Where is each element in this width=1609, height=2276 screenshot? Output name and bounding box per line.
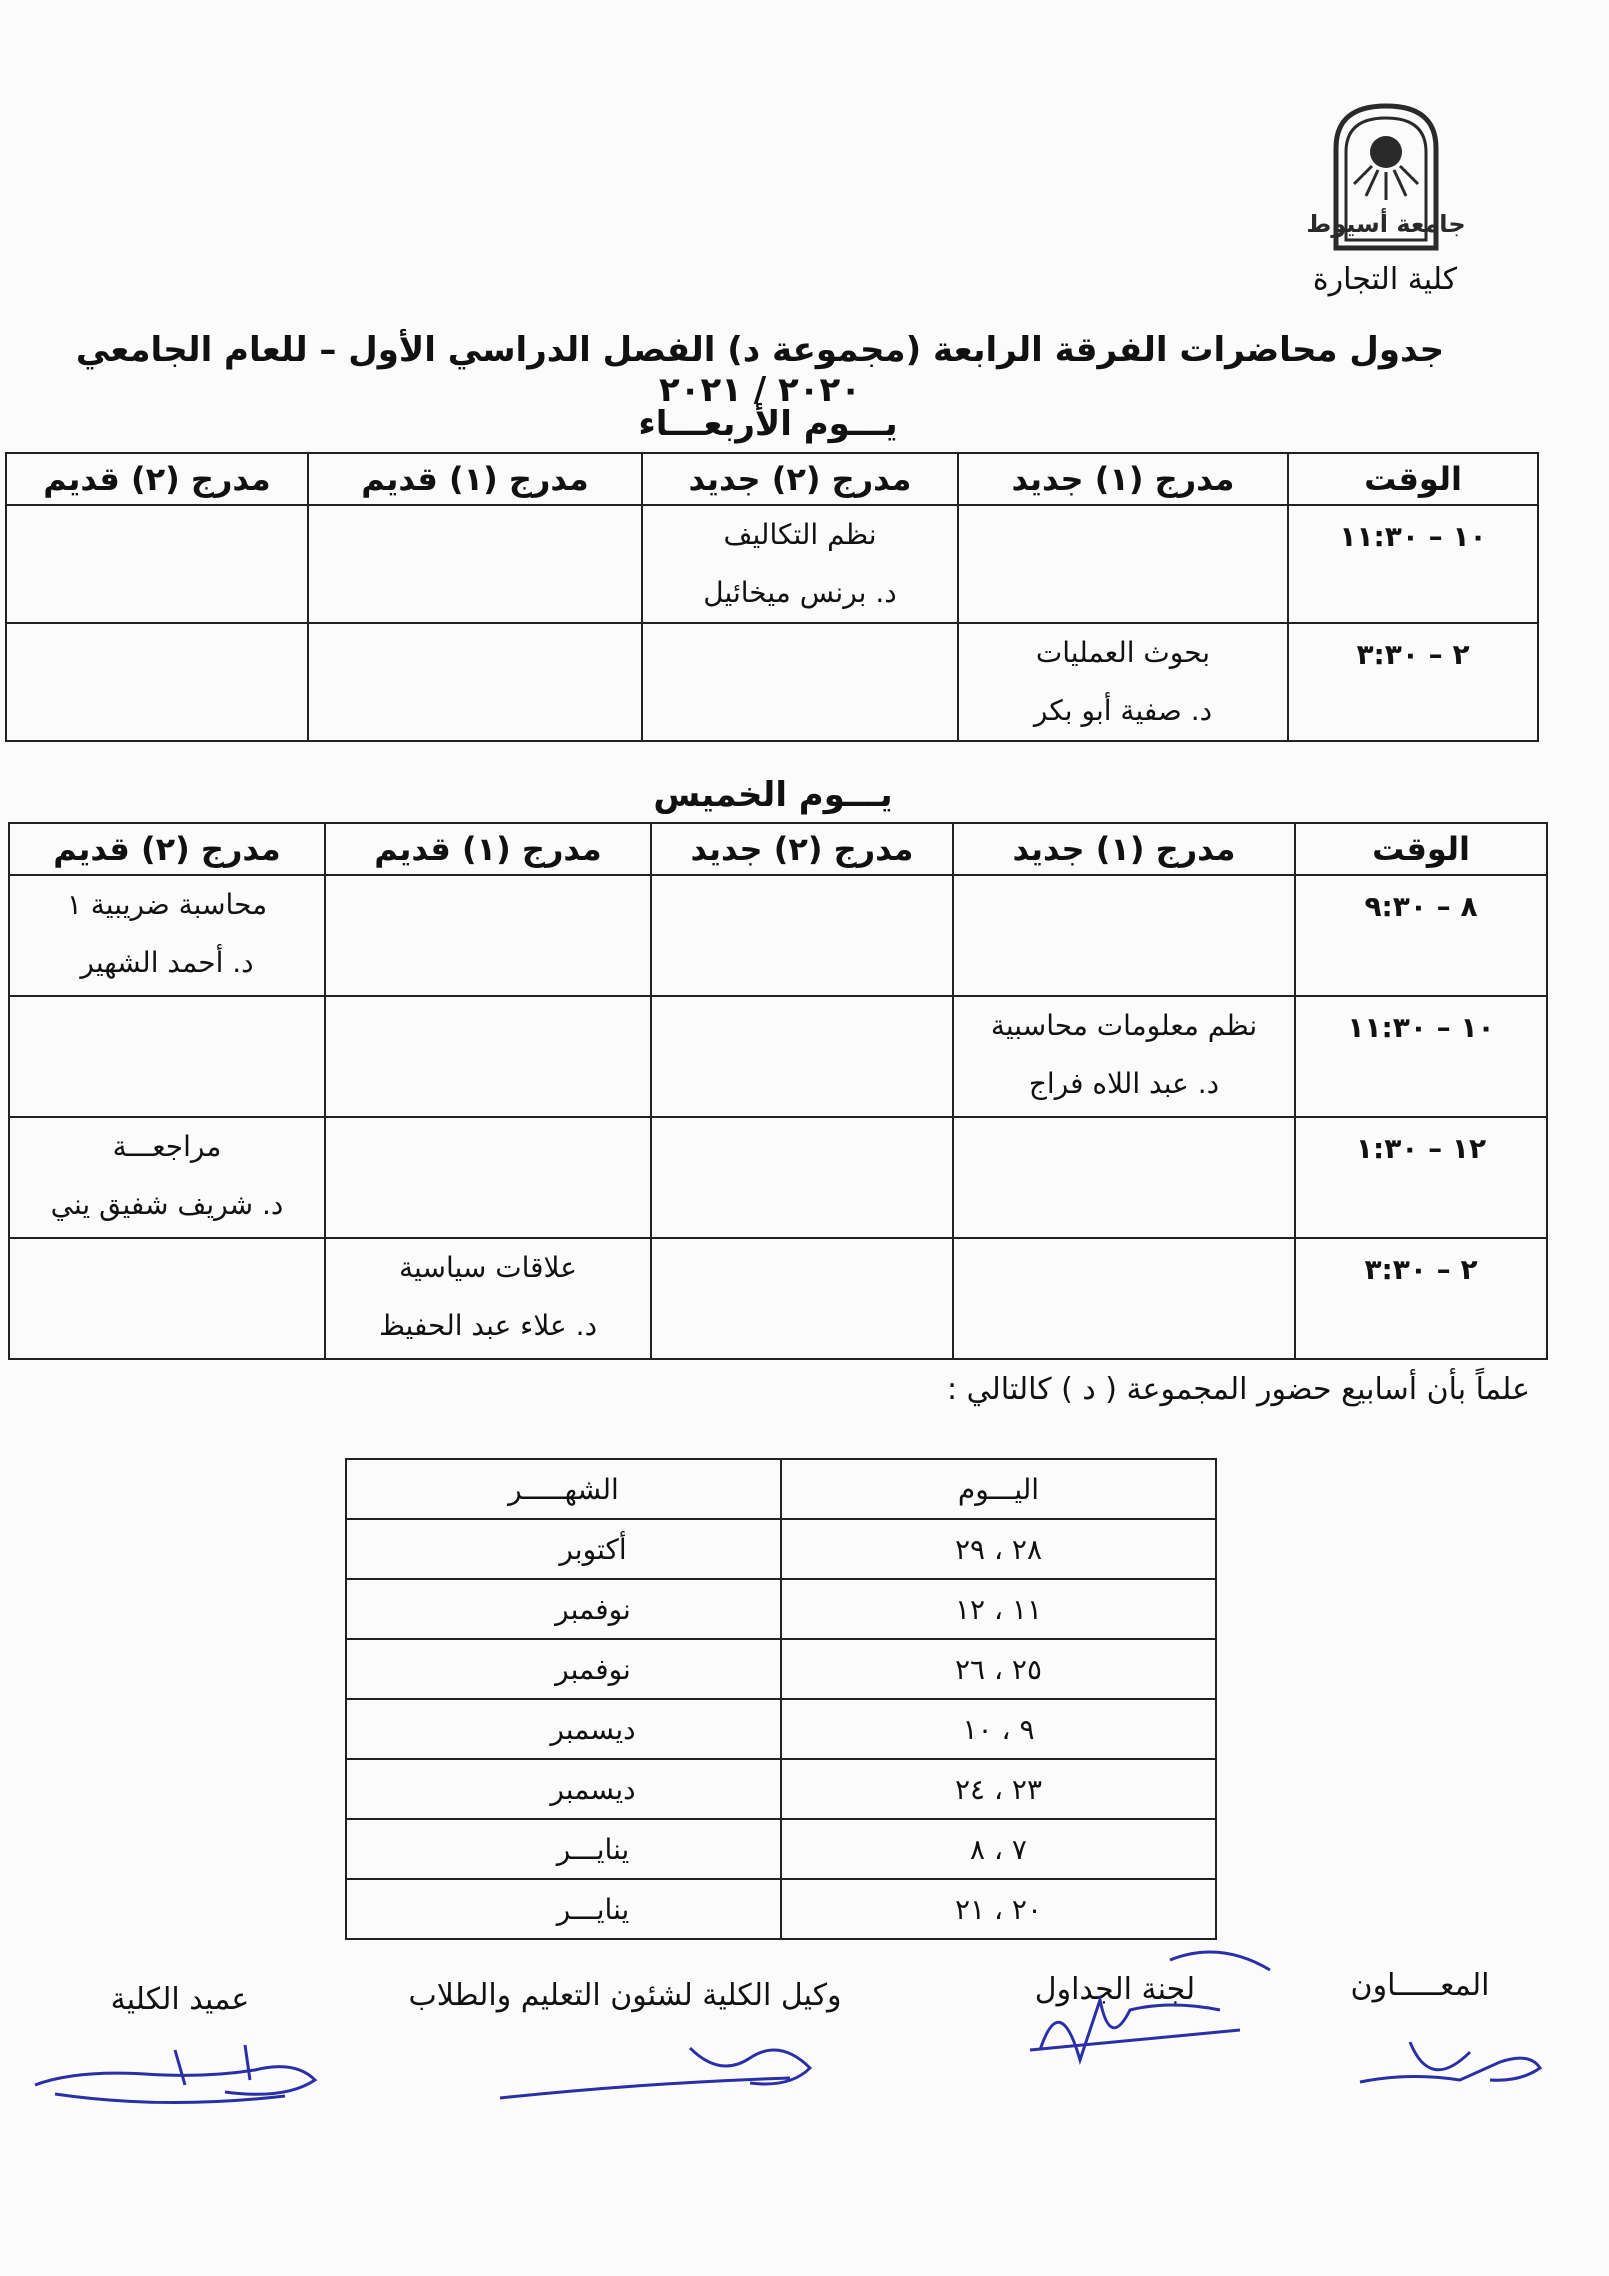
table-row	[346, 1519, 1216, 1579]
signature-dean	[25, 2030, 325, 2120]
schedule-cell	[953, 875, 1295, 996]
header-hall-2-new: مدرج (٢) جديد	[651, 823, 953, 875]
attendance-note: علماً بأن أسابيع حضور المجموعة ( د ) كالتالي :	[947, 1372, 1530, 1407]
signature-committee	[1020, 1930, 1280, 2090]
header-hall-1-new: مدرج (١) جديد	[953, 823, 1295, 875]
schedule-cell	[9, 996, 325, 1117]
course-name: نظم معلومات محاسبية	[990, 1009, 1258, 1042]
schedule-cell	[6, 623, 308, 741]
schedule-cell	[953, 1238, 1295, 1359]
thursday-schedule-table	[8, 822, 1548, 1360]
lecturer-name: د. صفية أبو بكر	[1033, 694, 1213, 727]
header-hall-2-new: مدرج (٢) جديد	[642, 453, 958, 505]
time-slot: ١٠ – ١١:٣٠	[1288, 505, 1538, 623]
lecturer-name: د. برنس ميخائيل	[703, 576, 897, 609]
schedule-cell	[642, 505, 958, 623]
course-name: بحوث العمليات	[1035, 636, 1211, 669]
schedule-cell	[6, 505, 308, 623]
time-slot: ٢ – ٣:٣٠	[1295, 1238, 1547, 1359]
signature-label-assistant: المعـــــاون	[1350, 1968, 1490, 2003]
time-slot: ٢ – ٣:٣٠	[1288, 623, 1538, 741]
attendance-weeks-table	[345, 1458, 1217, 1940]
week-month: ديسمبر	[346, 1759, 781, 1819]
schedule-cell	[953, 996, 1295, 1117]
header-hall-2-old: مدرج (٢) قديم	[6, 453, 308, 505]
schedule-cell	[325, 1238, 651, 1359]
schedule-cell	[651, 1238, 953, 1359]
schedule-cell	[958, 623, 1288, 741]
time-slot: ٨ – ٩:٣٠	[1295, 875, 1547, 996]
week-month: نوفمبر	[346, 1639, 781, 1699]
schedule-cell	[9, 1238, 325, 1359]
week-month: ينايـــر	[346, 1819, 781, 1879]
header-month: الشهـــــر	[346, 1459, 781, 1519]
schedule-cell	[642, 623, 958, 741]
week-days: ٢٥ ، ٢٦	[781, 1639, 1216, 1699]
week-days: ٢٣ ، ٢٤	[781, 1759, 1216, 1819]
wednesday-schedule-table	[5, 452, 1539, 742]
logo-text: جامعة أسيوط	[1306, 210, 1466, 238]
lecturer-name: د. أحمد الشهير	[80, 946, 254, 979]
course-name: علاقات سياسية	[399, 1251, 577, 1284]
signature-label-committee: لجنة الجداول	[1034, 1972, 1196, 2007]
schedule-cell	[325, 875, 651, 996]
week-month: نوفمبر	[346, 1579, 781, 1639]
header-hall-1-old: مدرج (١) قديم	[308, 453, 642, 505]
header-time: الوقت	[1288, 453, 1538, 505]
schedule-cell	[953, 1117, 1295, 1238]
table-row	[346, 1579, 1216, 1639]
week-month: ينايـــر	[346, 1879, 781, 1939]
schedule-cell	[325, 996, 651, 1117]
signature-label-dean: عميد الكلية	[110, 1982, 250, 2017]
week-month: أكتوبر	[346, 1519, 781, 1579]
week-days: ٢٨ ، ٢٩	[781, 1519, 1216, 1579]
header-hall-2-old: مدرج (٢) قديم	[9, 823, 325, 875]
time-slot: ١٢ – ١:٣٠	[1295, 1117, 1547, 1238]
week-month: ديسمبر	[346, 1699, 781, 1759]
lecturer-name: د. عبد اللاه فراج	[1028, 1067, 1220, 1100]
table-row	[346, 1759, 1216, 1819]
schedule-cell	[651, 996, 953, 1117]
header-day: اليـــوم	[781, 1459, 1216, 1519]
signature-assistant	[1350, 2022, 1550, 2102]
day-title-wednesday: يـــوم الأربعـــاء	[638, 404, 898, 444]
schedule-cell	[308, 505, 642, 623]
university-logo	[1306, 100, 1466, 250]
course-name: مراجعـــة	[112, 1130, 222, 1163]
week-days: ٩ ، ١٠	[781, 1699, 1216, 1759]
schedule-cell	[651, 1117, 953, 1238]
header-hall-1-new: مدرج (١) جديد	[958, 453, 1288, 505]
schedule-cell	[651, 875, 953, 996]
course-name: نظم التكاليف	[723, 518, 877, 551]
schedule-cell	[958, 505, 1288, 623]
course-name: محاسبة ضريبية ١	[66, 888, 268, 921]
schedule-cell	[9, 1117, 325, 1238]
week-days: ٧ ، ٨	[781, 1819, 1216, 1879]
signature-label-vice-dean: وكيل الكلية لشئون التعليم والطلاب	[408, 1978, 842, 2013]
week-days: ٢٠ ، ٢١	[781, 1879, 1216, 1939]
day-title-thursday: يـــوم الخميس	[653, 775, 893, 815]
header-time: الوقت	[1295, 823, 1547, 875]
table-row	[346, 1639, 1216, 1699]
time-slot: ١٠ – ١١:٣٠	[1295, 996, 1547, 1117]
signature-vice-dean	[490, 2028, 830, 2118]
table-row	[346, 1699, 1216, 1759]
table-row	[346, 1819, 1216, 1879]
lecturer-name: د. علاء عبد الحفيظ	[378, 1309, 598, 1342]
schedule-cell	[9, 875, 325, 996]
header-hall-1-old: مدرج (١) قديم	[325, 823, 651, 875]
lecturer-name: د. شريف شفيق يني	[50, 1188, 284, 1221]
faculty-name: كلية التجارة	[1312, 262, 1458, 297]
week-days: ١١ ، ١٢	[781, 1579, 1216, 1639]
schedule-cell	[325, 1117, 651, 1238]
page-title: جدول محاضرات الفرقة الرابعة (مجموعة د) الفصل الدراسي الأول – للعام الجامعي ٢٠٢٠ / ٢٠٢١	[75, 330, 1445, 410]
schedule-cell	[308, 623, 642, 741]
